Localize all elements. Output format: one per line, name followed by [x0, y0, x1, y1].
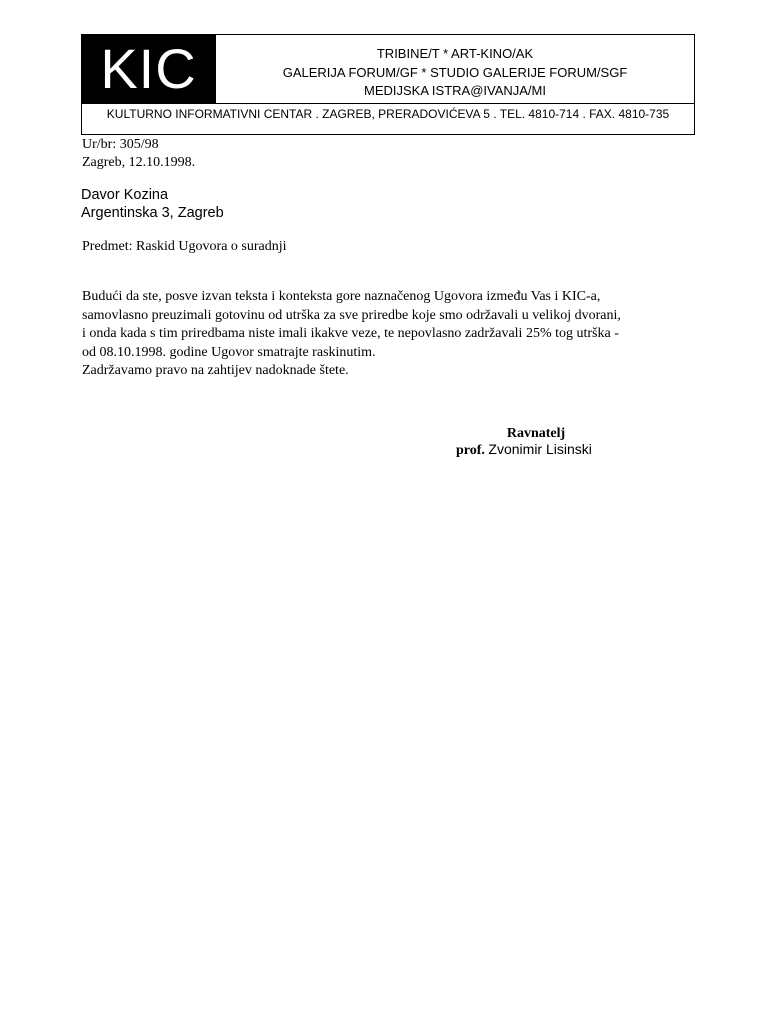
recipient-name: Davor Kozina [81, 187, 169, 203]
kic-logo: KIC [82, 35, 215, 103]
signature-title: Ravnatelj [506, 426, 566, 441]
body-line: samovlasno preuzimali gotovinu od utrška za sve priredbe koje smo održavali u velikoj dvorani, [82, 307, 621, 323]
reference-number: Ur/br: 305/98 [82, 137, 159, 152]
body-line: i onda kada s tim priredbama niste imali ikakve veze, te nepovlasno zadržavali 25% tog utrška - [82, 326, 619, 341]
department-line: GALERIJA FORUM/GF * STUDIO GALERIJE FORUM/SGF [282, 64, 628, 80]
recipient-block [81, 186, 224, 222]
signature-name [456, 441, 592, 459]
letterhead [81, 34, 695, 135]
subject-line: Predmet: Raskid Ugovora o suradnji [82, 239, 287, 254]
letter-date: Zagreb, 12.10.1998. [82, 155, 196, 170]
body-line: Zadržavamo pravo na zahtijev nadoknade štete. [82, 363, 349, 378]
recipient-address: Argentinska 3, Zagreb [81, 205, 224, 221]
signatory-name: Zvonimir Lisinski [488, 441, 592, 457]
department-line: MEDIJSKA ISTRA@IVANJA/MI [364, 83, 546, 98]
department-line: TRIBINE/T * ART-KINO/AK [376, 46, 534, 61]
departments-list [215, 35, 694, 103]
letterhead-address: KULTURNO INFORMATIVNI CENTAR . ZAGREB, PRERADOVIĆEVA 5 . TEL. 4810-714 . FAX. 4810-735 [82, 103, 694, 134]
letter-body [82, 288, 682, 381]
body-line: Budući da ste, posve izvan teksta i konteksta gore naznačenog Ugovora između Vas i KIC-a, [82, 289, 601, 304]
body-line: od 08.10.1998. godine Ugovor smatrajte raskinutim. [82, 344, 376, 360]
signature-prefix: prof. [456, 443, 485, 458]
